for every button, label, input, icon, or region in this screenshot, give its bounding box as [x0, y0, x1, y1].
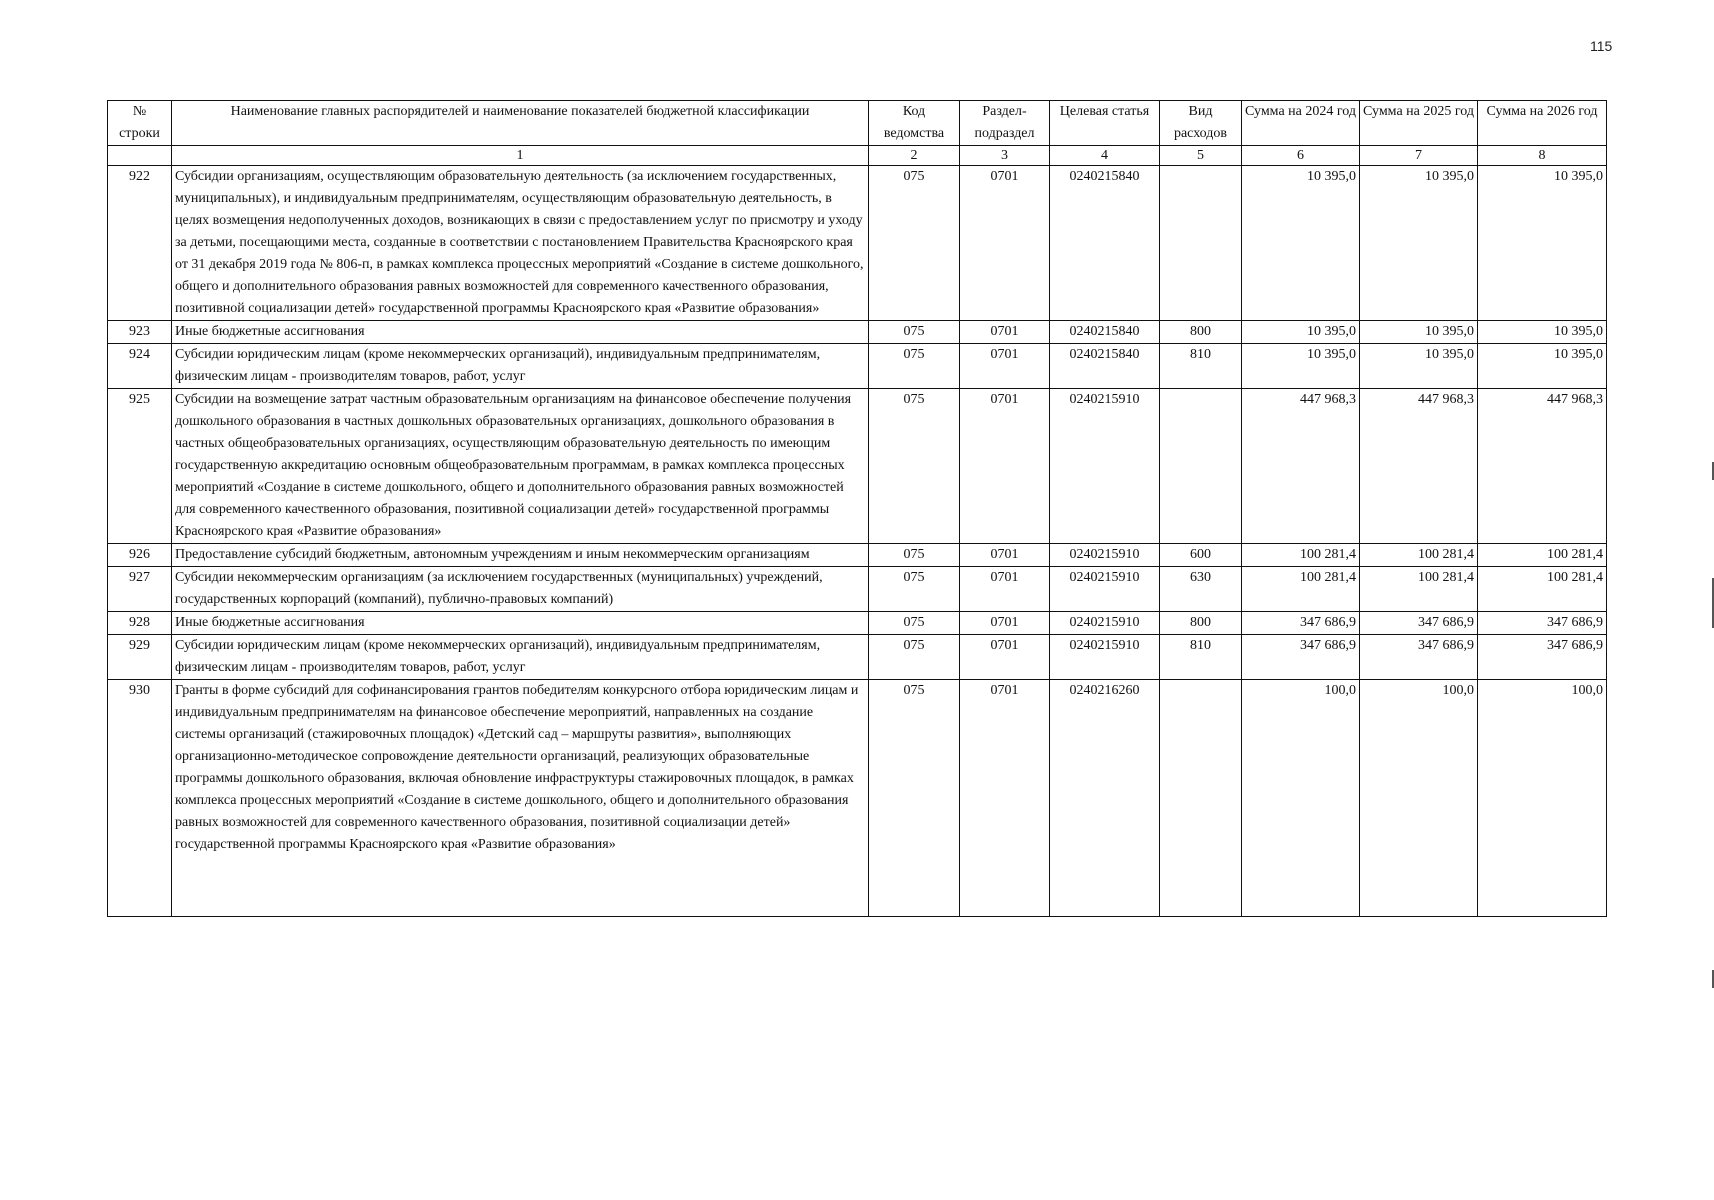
header-sum-2026: Сумма на 2026 год: [1478, 101, 1607, 146]
row-sum-2026: 10 395,0: [1478, 321, 1607, 344]
row-dept-code: 075: [869, 321, 960, 344]
row-section: 0701: [960, 544, 1050, 567]
row-number: 924: [108, 344, 172, 389]
table-row: [108, 544, 1607, 567]
row-target-item: 0240215910: [1050, 612, 1160, 635]
row-dept-code: 075: [869, 612, 960, 635]
table-row: [108, 344, 1607, 389]
table-row: [108, 567, 1607, 612]
table-row: [108, 321, 1607, 344]
row-sum-2025: 10 395,0: [1360, 321, 1478, 344]
row-expense-kind: 800: [1160, 612, 1242, 635]
row-sum-2026: 100 281,4: [1478, 544, 1607, 567]
row-name: Субсидии на возмещение затрат частным образовательным организациям на финансовое обеспечение получения дошкольного образования в частных дошкольных образовательных организациях, дошкольного образования в частных общеобразовательных организациях, осуществляющим образовательную деятельность по имеющим государственную аккредитацию основным общеобразовательным программам, в рамках комплекса процессных мероприятий «Создание в системе дошкольного, общего и дополнительного образования равных возможностей для современного качественного образования, позитивной социализации детей» государственной программы Красноярского края «Развитие образования»: [172, 389, 869, 544]
row-target-item: 0240215840: [1050, 344, 1160, 389]
page-number: 115: [1590, 38, 1613, 54]
row-dept-code: 075: [869, 635, 960, 680]
header-sum-2025: Сумма на 2025 год: [1360, 101, 1478, 146]
row-dept-code: 075: [869, 389, 960, 544]
row-sum-2024: 10 395,0: [1242, 344, 1360, 389]
column-number: 3: [960, 146, 1050, 166]
row-expense-kind: [1160, 166, 1242, 321]
row-name: Гранты в форме субсидий для софинансирования грантов победителям конкурсного отбора юридическим лицам и индивидуальным предпринимателям на финансовое обеспечение мероприятий, направленных на создание системы организаций (стажировочных площадок) «Детский сад – маршруты развития», выполняющих организационно-методическое сопровождение деятельности организаций, реализующих образовательные программы дошкольного образования, включая обновление инфраструктуры стажировочных площадок, в рамках комплекса процессных мероприятий «Создание в системе дошкольного, общего и дополнительного образования равных возможностей для современного качественного образования, позитивной социализации детей» государственной программы Красноярского края «Развитие образования»: [172, 680, 869, 917]
header-dept-code: Код ведомства: [869, 101, 960, 146]
row-section: 0701: [960, 680, 1050, 917]
row-number: 929: [108, 635, 172, 680]
column-number: 1: [172, 146, 869, 166]
header-name: Наименование главных распорядителей и наименование показателей бюджетной классификации: [172, 101, 869, 146]
row-section: 0701: [960, 389, 1050, 544]
header-sum-2024: Сумма на 2024 год: [1242, 101, 1360, 146]
row-sum-2024: 10 395,0: [1242, 166, 1360, 321]
row-name: Субсидии организациям, осуществляющим образовательную деятельность (за исключением государственных, муниципальных), и индивидуальным предпринимателям, осуществляющим образовательную деятельность, в целях возмещения недополученных доходов, возникающих в связи с предоставлением услуг по присмотру и уходу за детьми, посещающими места, созданные в соответствии с постановлением Правительства Красноярского края от 31 декабря 2019 года № 806-п, в рамках комплекса процессных мероприятий «Создание в системе дошкольного, общего и дополнительного образования равных возможностей для современного качественного образования, позитивной социализации детей» государственной программы Красноярского края «Развитие образования»: [172, 166, 869, 321]
row-number: 926: [108, 544, 172, 567]
column-number: [108, 146, 172, 166]
row-sum-2026: 347 686,9: [1478, 612, 1607, 635]
row-sum-2024: 10 395,0: [1242, 321, 1360, 344]
column-number: 8: [1478, 146, 1607, 166]
row-sum-2025: 447 968,3: [1360, 389, 1478, 544]
budget-table: [107, 100, 1607, 917]
row-section: 0701: [960, 567, 1050, 612]
row-target-item: 0240215910: [1050, 567, 1160, 612]
column-number-row: [108, 146, 1607, 166]
row-dept-code: 075: [869, 544, 960, 567]
row-target-item: 0240215910: [1050, 635, 1160, 680]
column-number: 4: [1050, 146, 1160, 166]
row-dept-code: 075: [869, 680, 960, 917]
row-sum-2024: 100 281,4: [1242, 567, 1360, 612]
row-sum-2025: 100,0: [1360, 680, 1478, 917]
row-name: Иные бюджетные ассигнования: [172, 612, 869, 635]
row-number: 928: [108, 612, 172, 635]
header-expense-kind: Вид расходов: [1160, 101, 1242, 146]
row-sum-2024: 447 968,3: [1242, 389, 1360, 544]
row-sum-2025: 100 281,4: [1360, 567, 1478, 612]
row-sum-2026: 10 395,0: [1478, 166, 1607, 321]
row-sum-2025: 347 686,9: [1360, 612, 1478, 635]
table-header-row: [108, 101, 1607, 146]
row-section: 0701: [960, 635, 1050, 680]
row-number: 930: [108, 680, 172, 917]
row-sum-2026: 100,0: [1478, 680, 1607, 917]
row-sum-2025: 100 281,4: [1360, 544, 1478, 567]
row-expense-kind: 810: [1160, 635, 1242, 680]
row-dept-code: 075: [869, 166, 960, 321]
row-dept-code: 075: [869, 567, 960, 612]
row-target-item: 0240215910: [1050, 544, 1160, 567]
row-sum-2026: 10 395,0: [1478, 344, 1607, 389]
row-name: Субсидии юридическим лицам (кроме некоммерческих организаций), индивидуальным предпринимателям, физическим лицам - производителям товаров, работ, услуг: [172, 635, 869, 680]
row-target-item: 0240216260: [1050, 680, 1160, 917]
row-expense-kind: 810: [1160, 344, 1242, 389]
row-sum-2024: 347 686,9: [1242, 635, 1360, 680]
row-target-item: 0240215840: [1050, 321, 1160, 344]
header-row-number: № строки: [108, 101, 172, 146]
row-name: Субсидии некоммерческим организациям (за исключением государственных (муниципальных) учреждений, государственных корпораций (компаний), публично-правовых компаний): [172, 567, 869, 612]
header-section: Раздел-подраздел: [960, 101, 1050, 146]
row-number: 923: [108, 321, 172, 344]
column-number: 5: [1160, 146, 1242, 166]
table-row: [108, 166, 1607, 321]
row-sum-2025: 10 395,0: [1360, 166, 1478, 321]
row-expense-kind: 800: [1160, 321, 1242, 344]
row-expense-kind: 630: [1160, 567, 1242, 612]
row-name: Иные бюджетные ассигнования: [172, 321, 869, 344]
row-name: Субсидии юридическим лицам (кроме некоммерческих организаций), индивидуальным предпринимателям, физическим лицам - производителям товаров, работ, услуг: [172, 344, 869, 389]
column-number: 6: [1242, 146, 1360, 166]
row-section: 0701: [960, 321, 1050, 344]
row-sum-2025: 347 686,9: [1360, 635, 1478, 680]
row-target-item: 0240215910: [1050, 389, 1160, 544]
header-target-item: Целевая статья: [1050, 101, 1160, 146]
row-section: 0701: [960, 166, 1050, 321]
row-section: 0701: [960, 344, 1050, 389]
row-name: Предоставление субсидий бюджетным, автономным учреждениям и иным некоммерческим организациям: [172, 544, 869, 567]
row-sum-2024: 100,0: [1242, 680, 1360, 917]
row-sum-2024: 100 281,4: [1242, 544, 1360, 567]
row-expense-kind: [1160, 389, 1242, 544]
row-sum-2025: 10 395,0: [1360, 344, 1478, 389]
row-sum-2026: 347 686,9: [1478, 635, 1607, 680]
row-expense-kind: 600: [1160, 544, 1242, 567]
row-sum-2026: 100 281,4: [1478, 567, 1607, 612]
column-number: 2: [869, 146, 960, 166]
row-number: 922: [108, 166, 172, 321]
row-expense-kind: [1160, 680, 1242, 917]
row-sum-2026: 447 968,3: [1478, 389, 1607, 544]
row-dept-code: 075: [869, 344, 960, 389]
table-row: [108, 612, 1607, 635]
row-number: 927: [108, 567, 172, 612]
table-row: [108, 680, 1607, 917]
row-target-item: 0240215840: [1050, 166, 1160, 321]
row-number: 925: [108, 389, 172, 544]
column-number: 7: [1360, 146, 1478, 166]
row-section: 0701: [960, 612, 1050, 635]
table-row: [108, 389, 1607, 544]
table-row: [108, 635, 1607, 680]
row-sum-2024: 347 686,9: [1242, 612, 1360, 635]
